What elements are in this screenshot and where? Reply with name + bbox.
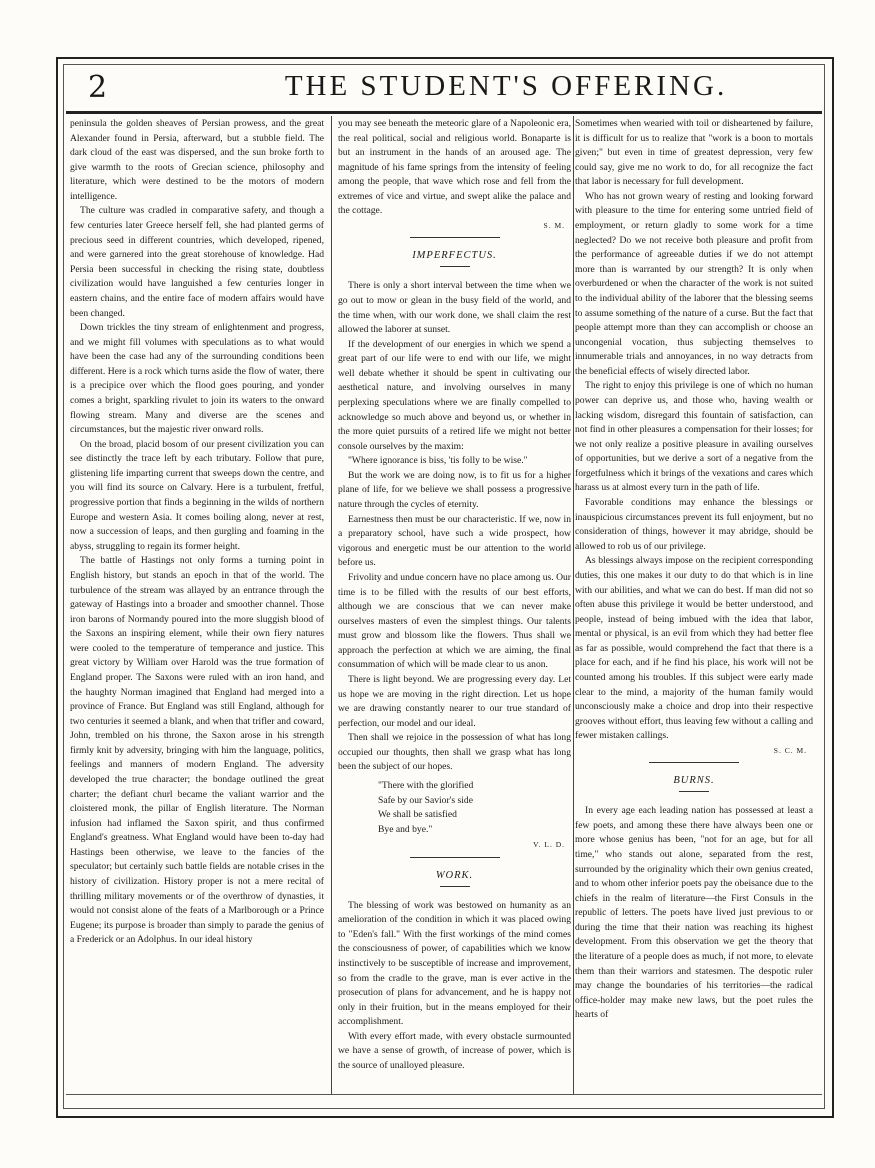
masthead [66,68,822,108]
separator-rule [410,857,500,858]
paragraph: peninsula the golden sheaves of Persian prowess, and the great Alexander found in Persia, afterward, but a stubble field. The dark cloud of the east was dispersed, and the sun broke forth to give warmth to the roots of Grecian science, philosophy and literature, which were destined to be the motors of modern intelligence. [70,118,324,202]
article-heading: IMPERFECTUS. [412,250,497,262]
paragraph: Favorable conditions may enhance the blessings or inauspicious circumstances prevent its full enjoyment, but no consideration of things, however it may abridge, should be allowed to rob us of our privilege. [575,497,813,552]
page-number: 2 [88,70,108,105]
paragraph: Earnestness then must be our characteristic. If we, now in a preparatory school, have such a wide prospect, how vigorous and energetic must be our attention to the world before us. [338,513,571,569]
poem-line: Bye and bye." [378,823,433,835]
author-signature: S. M. [543,221,565,231]
article-heading: WORK. [435,869,474,881]
column-divider-1 [331,116,332,1094]
paragraph: you may see beneath the meteoric glare of a Napoleonic era, the real political, social and religious world. Bonaparte is but an instrument in the hands of an aroused age. The magnitude of his fame springs from the intensity of feeling among the people, that wave which rose and fell from the extremes of vice and virtue, and swept alike the palace and the cottage. [338,118,571,217]
masthead-rule [66,111,822,114]
paragraph: The right to enjoy this privilege is one of which no human power can deprive us, and those who, having wealth or lacking wisdom, disregard this fountain of satisfaction, can not find in other pleasures a compensation for their losses; for we not only realize a positive pleasure in availing ourselves of opportunities, but we derive a sort of a negative from the forgetfulness which it brings of the vexations and cares which harass us at almost every turn in the path of life. [575,380,813,494]
paragraph: With every effort made, with every obstacle surmounted we have a sense of growth, of increase of power, which is the source of unalloyed pleasure. [338,1030,571,1072]
heading-rule [679,791,709,792]
separator-rule [410,237,500,238]
separator-rule [649,762,739,763]
paragraph: Then shall we rejoice in the possession of what has long occupied our thoughts, then shall we grasp what has long been the subject of our hopes. [338,732,571,773]
paragraph: The blessing of work was bestowed on humanity as an amelioration of the condition in which it was placed owing to "Eden's fall." With the first workings of the mind comes the consciousness of power, of capabilities which we know instinctively to be susceptible of increase and improvement, so from the cradle to the grave, man is ever active in the prosecution of plans for advancement, and he is happy not only in their fruition, but in the means employed for their accomplishment. [338,899,571,1028]
paragraph: On the broad, placid bosom of our present civilization you can see distinctly the trace left by each tributary. Follow that pure, glistening life imparting current that sweeps down the centre, and you will find its source on Calvary. Here is a turbulent, fretful, progressive portion that finds a beginning in the wilds of northern Europe and western Asia. It comes boiling along, never at rest, now a succession of leaps, and then gurgling and foaming in the abyss, struggling to regain its former height. [70,438,324,552]
author-signature: S. C. M. [773,745,807,755]
author-signature: V. L. D. [533,840,565,850]
poem [378,779,571,837]
article-heading: BURNS. [673,775,715,787]
paragraph: The culture was cradled in comparative safety, and though a few centuries later Greece herself fell, she had planted germs of precious seed in different countries, which developed, ripened, and were garnered into the great storehouse of knowledge. Had Persia been successful in checking the rising state, doubtless civilization would have languished a few centuries longer in eastern chains, and the entire face of modern affairs would have been changed. [70,205,324,319]
paragraph: As blessings always impose on the recipient corresponding duties, this one makes it our duty to do that which is in line with our abilities, and what we can do best. If man did not so often abuse this privilege it would be better understood, and people, instead of being imbued with the idea that labor, mental or physical, is an evil from which they had better flee as far as possible, would comprehend the fact that there is a place for each, and if he find his place, his work will not be counted among his troubles. If this subject were early made clear to the mind, a majority of the human family would unconsciously make a choice and drop into their respective grooves without effort, thus leaving few without a calling and fewer mistaken callings. [575,555,813,742]
poem-line: We shall be satisfied [378,809,457,821]
column-2 [338,117,571,1092]
paragraph: There is only a short interval between the time when we go out to mow or glean in the busy field of the world, and the time when, with our work done, we shall claim the rest allowed the laborer at sunset. [338,280,571,336]
column-divider-2 [573,116,574,1094]
paragraph: In every age each leading nation has possessed at least a few poets, and among these there have always been one or more whose genius has been, "not for an age, but for all time," who stands out alone, separated from the rest, surrounded by the originality which their own genius created, and to whom other inferior poets pay the obeisance due to the chiefs in the realm of literature—the First Consuls in the republic of letters. The poets have lived just previous to or during the time that their nation was reaching its highest development. From this observation we get the theory that the literature of a people does as much, if not more, to elevate them than their warriors and statesmen. The despotic ruler may change the boundaries of his territories—the radical office-holder may make new laws, but the poet rules the hearts of [575,805,813,1021]
paragraph: But the work we are doing now, is to fit us for a higher plane of life, for we believe we shall possess a progressive nature through the cycles of eternity. [338,469,571,511]
paragraph: Down trickles the tiny stream of enlightenment and progress, and we might fill volumes with speculations as to what would have been the case had any of the surrounding conditions been different. Here is a rock which turns aside the flow of water, there is a precipice over which the flood goes pouring, and yonder comes a bright, sparkling rivulet to join its waters to the onward flowing stream. Many and diverse are the scenes and circumstances, but the majestic river onward rolls. [70,322,324,436]
column-1 [70,117,324,1092]
paragraph: Frivolity and undue concern have no place among us. Our time is to be filled with the results of our best efforts, although we are conscious that we can never make ourselves masters of even the simplest things. Our talents must grow and blossom like the flowers. Thus shall we approach the perfection at which we are aiming, the final consummation of which will be made clear to us anon. [338,571,571,671]
paragraph: If the development of our energies in which we spend a great part of our life were to end with our life, we might well debate whether it should be spent in cultivating our aesthetical nature, and involving ourselves in many perplexing speculations where we are finally compelled to acknowledge so much above and beyond us, or whether in the more quiet pursuits of a retired life we might not better console ourselves by the maxim: [338,338,571,452]
paragraph: Who has not grown weary of resting and looking forward with pleasure to the time for entering some untried field of employment, or return gladly to some work for a time neglected? Do we not receive both pleasure and profit from the performance of agreeable duties if we do not attempt more than is warranted by our strength? It is only when overburdened or when the character of the work is not suited to the individual ability of the laborer that the blessing seems to assume something of the nature of a curse. But the fact that people attempt more than they can accomplish or choose an uncongenial vocation, thus subjecting themselves to innumerable trials and annoyances, in no way detracts from the beneficial effects of wisely directed labor. [575,190,813,377]
bottom-rule [66,1094,822,1095]
heading-rule [440,886,470,887]
paragraph: The battle of Hastings not only forms a turning point in English history, but stands an epoch in that of the world. The turbulence of the stream was allayed by an entrance through the gateway of Hastings into a broader and smoother channel. Those iron barons of Normandy poured into the more sluggish blood of the Saxons an inspiring element, while their own fiery natures were cooled to the temperature of temperance and justice. This great victory by William over Harold was the true formation of England proper. The Saxons were ruled with an iron hand, and the haughty Norman imagined that England had merged into a province of France. But England was still England, although for two centuries it seemed a blank, and when that trifler and coward, John, trembled on his throne, the Saxon arose in his strength firmly knit by adversity, bringing with him the language, politics, feelings and manners of modern England. The adversity developed the true character; the bondage outlined the great charter; the defiant churl became the valiant warrior and the cloistered monk, the pillar of English literature. The Norman infusion had inflamed the Saxon spirit, and thus confirmed England's greatness. What England would have been to-day had Hastings been otherwise, we leave to the fancies of the speculator; but certainly such battle fields are notable crises in the history of civilization. History proper is not a mere recital of thrilling military movements or of the overthrow of dynasties, it would not consist alone of the feats of a Marlborough or a Prince Eugene; its purpose is broader than simply to parade the genius of a Frederick or an Adolphus. In our ideal history [70,555,324,946]
column-3 [575,117,813,1092]
heading-rule [440,266,470,267]
poem-line: Safe by our Savior's side [378,794,473,806]
paragraph: There is light beyond. We are progressing every day. Let us hope we are moving in the right direction. Let us hope we are drawing constantly nearer to our true standard of perfection, our model and our ideal. [338,674,571,729]
poem-line: "There with the glorified [378,780,474,792]
quotation: "Where ignorance is biss, 'tis folly to be wise." [348,455,528,467]
paragraph: Sometimes when wearied with toil or disheartened by failure, it is difficult for us to realize that "work is a boon to mortals given;" but even in time of greatest depression, very few could say, give me no work to do, for all recognize the fact that labor is necessary for full development. [575,118,813,188]
newspaper-title: THE STUDENT'S OFFERING. [284,70,728,102]
